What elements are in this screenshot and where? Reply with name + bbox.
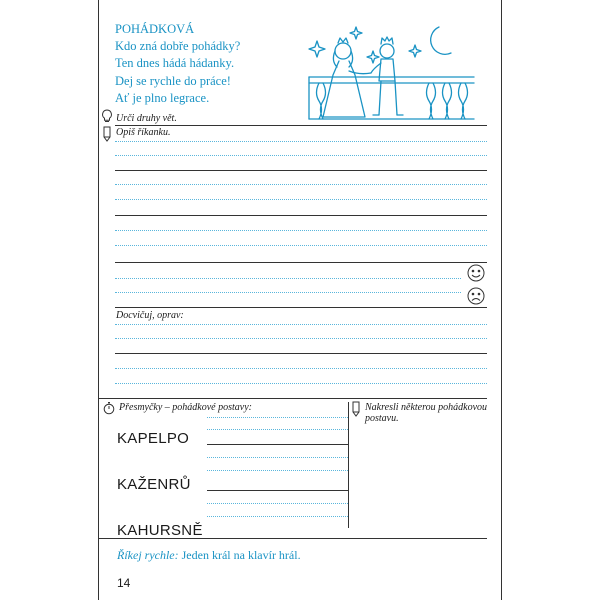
- poem-line-3: Dej se rychle do práce!: [115, 73, 231, 88]
- answer-line: [207, 444, 348, 445]
- poem: [115, 21, 315, 107]
- poem-title: POHÁDKOVÁ: [115, 22, 195, 36]
- writing-line: [115, 215, 487, 216]
- guide-line-dotted: [207, 470, 348, 471]
- writing-line: [115, 307, 487, 308]
- workbook-page: [98, 0, 502, 600]
- guide-line-dotted: [207, 503, 348, 504]
- guide-line-dotted: [115, 368, 487, 369]
- guide-line-dotted: [115, 278, 461, 279]
- poem-line-2: Ten dnes hádá hádanky.: [115, 56, 235, 71]
- lightbulb-icon: [101, 109, 113, 126]
- smiley-face-icon: [467, 264, 485, 282]
- anagram-3: KAHURSNĚ: [117, 522, 203, 539]
- guide-line-dotted: [115, 292, 461, 293]
- answer-line: [207, 490, 348, 491]
- guide-line-dotted: [207, 457, 348, 458]
- writing-line: [115, 170, 487, 171]
- task-anagrams: Přesmyčky – pohádkové postavy:: [119, 402, 252, 413]
- guide-line-dotted: [115, 141, 487, 142]
- guide-line-dotted: [115, 324, 487, 325]
- task-draw: Nakresli některou pohádkovou postavu.: [365, 402, 488, 424]
- guide-line-dotted: [207, 429, 348, 430]
- tongue-twister: [117, 548, 301, 563]
- writing-line: [115, 353, 487, 354]
- poem-line-1: Kdo zná dobře pohádky?: [115, 39, 241, 54]
- guide-line-dotted: [115, 338, 487, 339]
- princess-prince-illustration: [289, 15, 479, 125]
- writing-line: [115, 125, 487, 126]
- poem-line-4: Ať je plno legrace.: [115, 90, 210, 105]
- guide-line-dotted: [115, 155, 487, 156]
- pencil-icon: [101, 126, 113, 145]
- anagram-1: KAPELPO: [117, 430, 190, 447]
- section-divider: [99, 398, 487, 399]
- guide-line-dotted: [115, 230, 487, 231]
- guide-line-dotted: [115, 184, 487, 185]
- sad-face-icon: [467, 287, 485, 305]
- writing-line: [115, 262, 487, 263]
- guide-line-dotted: [207, 516, 348, 517]
- draw-box-divider: [348, 402, 349, 528]
- page-number: 14: [117, 576, 131, 590]
- guide-line-dotted: [115, 383, 487, 384]
- stopwatch-icon: [103, 401, 115, 418]
- guide-line-dotted: [207, 417, 348, 418]
- guide-line-dotted: [115, 199, 487, 200]
- anagram-2: KAŽENRŮ: [117, 476, 191, 493]
- tongue-twister-text: Jeden král na klavír hrál.: [181, 548, 301, 562]
- task-dictation: Docvičuj, oprav:: [116, 310, 184, 321]
- pencil-icon: [350, 401, 362, 422]
- task-copy-rhyme: Opiš říkanku.: [116, 127, 171, 138]
- guide-line-dotted: [115, 245, 487, 246]
- tongue-twister-label: Říkej rychle:: [117, 548, 179, 562]
- task-sentence-types: Urči druhy vět.: [116, 113, 177, 124]
- section-divider: [99, 538, 487, 539]
